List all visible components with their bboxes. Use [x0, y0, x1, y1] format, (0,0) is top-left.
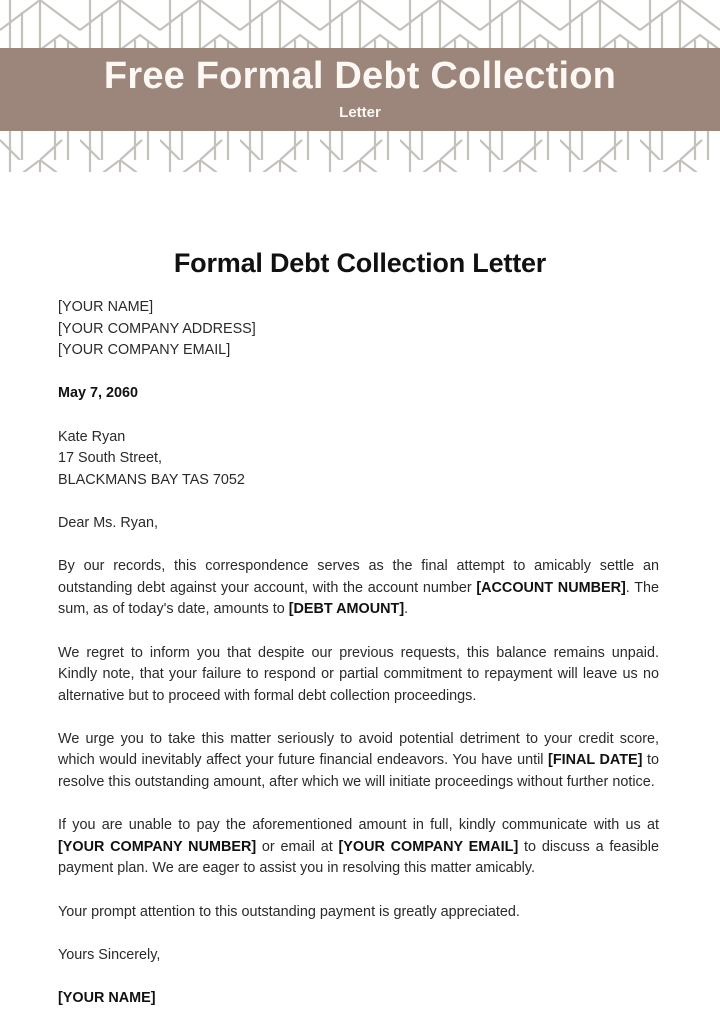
signature-name: [YOUR NAME] — [58, 990, 156, 1006]
paragraph-text: . — [404, 601, 409, 618]
header-banner — [0, 48, 720, 131]
banner-title: Free Formal Debt Collection — [103, 55, 617, 97]
sender-address: [YOUR COMPANY ADDRESS] — [58, 320, 256, 337]
paragraph-1 — [58, 556, 659, 621]
paragraph-2: We regret to inform you that despite our previous requests, this balance remains unpaid. Kindly note, that your failure to respond or partial commitment to repayment will leave us no alternative but to proceed with formal debt collection proceedings. — [58, 644, 659, 704]
recipient-city: BLACKMANS BAY TAS 7052 — [58, 471, 245, 488]
paragraph-4 — [58, 815, 659, 880]
letter-date: May 7, 2060 — [58, 385, 139, 402]
company-number-placeholder: [YOUR COMPANY NUMBER] — [58, 838, 257, 855]
document-title: Formal Debt Collection Letter — [173, 248, 547, 278]
paragraph-text: By our records, this correspondence serves as the final attempt to amicably settle an outstanding debt against your account, with the account number — [58, 558, 659, 596]
company-email-placeholder: [YOUR COMPANY EMAIL] — [338, 838, 519, 855]
paragraph-text: or email at — [256, 838, 339, 855]
sender-email: [YOUR COMPANY EMAIL] — [58, 342, 231, 359]
sender-block — [58, 297, 659, 362]
banner-subtitle: Letter — [339, 104, 381, 121]
paragraph-text: If you are unable to pay the aforementioned amount in full, kindly communicate with us at — [58, 817, 659, 834]
debt-amount-placeholder: [DEBT AMOUNT] — [288, 601, 405, 618]
recipient-block — [58, 427, 659, 492]
paragraph-3 — [58, 729, 659, 794]
salutation: Dear Ms. Ryan, — [58, 514, 158, 531]
paragraph-text: . The sum, as of today's date, amounts to — [58, 579, 659, 618]
final-date-placeholder: [FINAL DATE] — [548, 752, 643, 769]
recipient-name: Kate Ryan — [58, 428, 126, 445]
paragraph-text: We urge you to take this matter seriously to avoid potential detriment to your credit score, which would inevitably affect your future financial endeavors. You have until — [58, 730, 659, 769]
sender-name: [YOUR NAME] — [58, 299, 154, 315]
paragraph-text: to discuss a feasible payment plan. We are eager to assist you in resolving this matter amicably. — [58, 838, 660, 877]
letter-body — [58, 297, 659, 1031]
paragraph-5: Your prompt attention to this outstanding payment is greatly appreciated. — [58, 903, 520, 920]
closing: Yours Sincerely, — [58, 946, 161, 963]
paragraph-text: to resolve this outstanding amount, after which we will initiate proceedings without further notice. — [58, 752, 659, 791]
account-number-placeholder: [ACCOUNT NUMBER] — [476, 579, 626, 596]
recipient-street: 17 South Street, — [58, 450, 163, 467]
